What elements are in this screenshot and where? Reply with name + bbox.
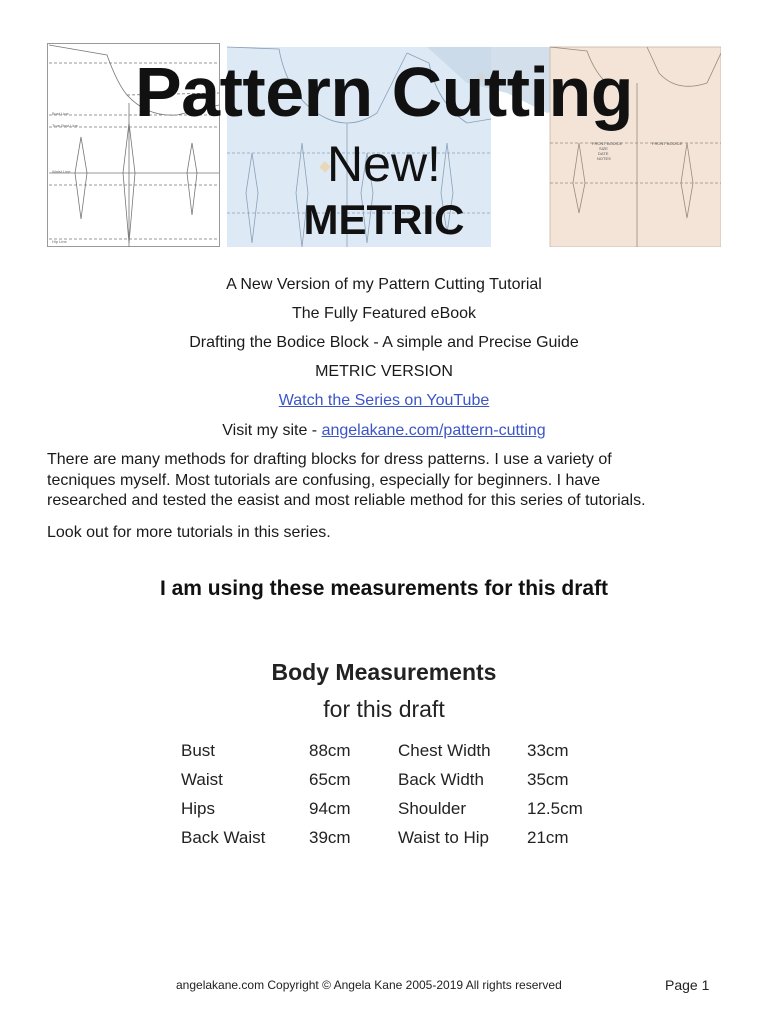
- intro-line-4: METRIC VERSION: [315, 363, 453, 380]
- measure-value: 33cm: [527, 741, 569, 760]
- paragraph-line-2: tecniques myself. Most tutorials are confusing, especially for beginners. I have: [47, 471, 601, 489]
- youtube-link-row: [0, 391, 768, 411]
- table-row: [181, 769, 601, 798]
- true-bust-line-label: True Bust Line: [52, 123, 78, 128]
- measure-label: Back Width: [398, 770, 484, 789]
- intro-line-2: The Fully Featured eBook: [291, 305, 477, 322]
- measure-label: Back Waist: [181, 828, 266, 847]
- notes-label: NOTES: [597, 156, 611, 161]
- measure-value: 39cm: [309, 828, 351, 847]
- site-link[interactable]: angelakane.com/pattern-cutting: [321, 422, 546, 439]
- measure-label: Bust: [181, 741, 216, 760]
- measurements-heading: Body Measurements: [271, 659, 497, 685]
- measure-value: 65cm: [309, 770, 351, 789]
- measure-label: Hips: [181, 799, 216, 818]
- look-out-text: Look out for more tutorials in this series.: [47, 524, 331, 541]
- hip-line-label: Hip Line: [52, 239, 67, 244]
- banner-metric-label: METRIC: [303, 196, 465, 243]
- youtube-link[interactable]: Watch the Series on YouTube: [278, 392, 490, 409]
- bust-line-label: Bust Line: [52, 111, 69, 116]
- measure-value: 94cm: [309, 799, 351, 818]
- page-number: Page 1: [665, 977, 710, 993]
- intro-paragraph: [47, 450, 727, 512]
- measure-label: Waist: [181, 770, 223, 789]
- measurements-intro: I am using these measurements for this draft: [159, 577, 609, 600]
- date-label: DATE: [598, 151, 609, 156]
- banner-new-label: New!: [327, 136, 441, 192]
- footer-copyright: angelakane.com Copyright © Angela Kane 2005-2019 All rights reserved: [176, 978, 562, 992]
- front-bodice-label-2: FRONT BODICE: [652, 141, 683, 146]
- table-row: [181, 798, 601, 827]
- banner-title: Pattern Cutting: [134, 53, 634, 131]
- intro-line-3: Drafting the Bodice Block - A simple and Precise Guide: [189, 334, 579, 351]
- front-bodice-label-1: FRONT BODICE: [592, 141, 623, 146]
- measure-value: 88cm: [309, 741, 351, 760]
- table-row: [181, 827, 601, 856]
- measure-label: Shoulder: [398, 799, 467, 818]
- table-row: [181, 740, 601, 769]
- measurements-table: [181, 740, 601, 856]
- measurements-subheading: for this draft: [323, 696, 445, 722]
- visit-site-prefix: Visit my site -: [222, 422, 322, 439]
- intro-line-1: A New Version of my Pattern Cutting Tutorial: [226, 276, 542, 293]
- size-label: SIZE: [599, 146, 608, 151]
- paragraph-line-1: There are many methods for drafting blocks for dress patterns. I use a variety of: [47, 451, 612, 468]
- waist-line-label: Waist Line: [52, 169, 71, 174]
- paragraph-line-3: researched and tested the easist and most reliable method for this series of tutorials.: [47, 492, 646, 509]
- measure-value: 12.5cm: [527, 799, 583, 818]
- measure-label: Waist to Hip: [398, 828, 490, 847]
- measure-label: Chest Width: [398, 741, 491, 760]
- measure-value: 35cm: [527, 770, 569, 789]
- measure-value: 21cm: [527, 828, 569, 847]
- visit-site-row: [0, 421, 768, 441]
